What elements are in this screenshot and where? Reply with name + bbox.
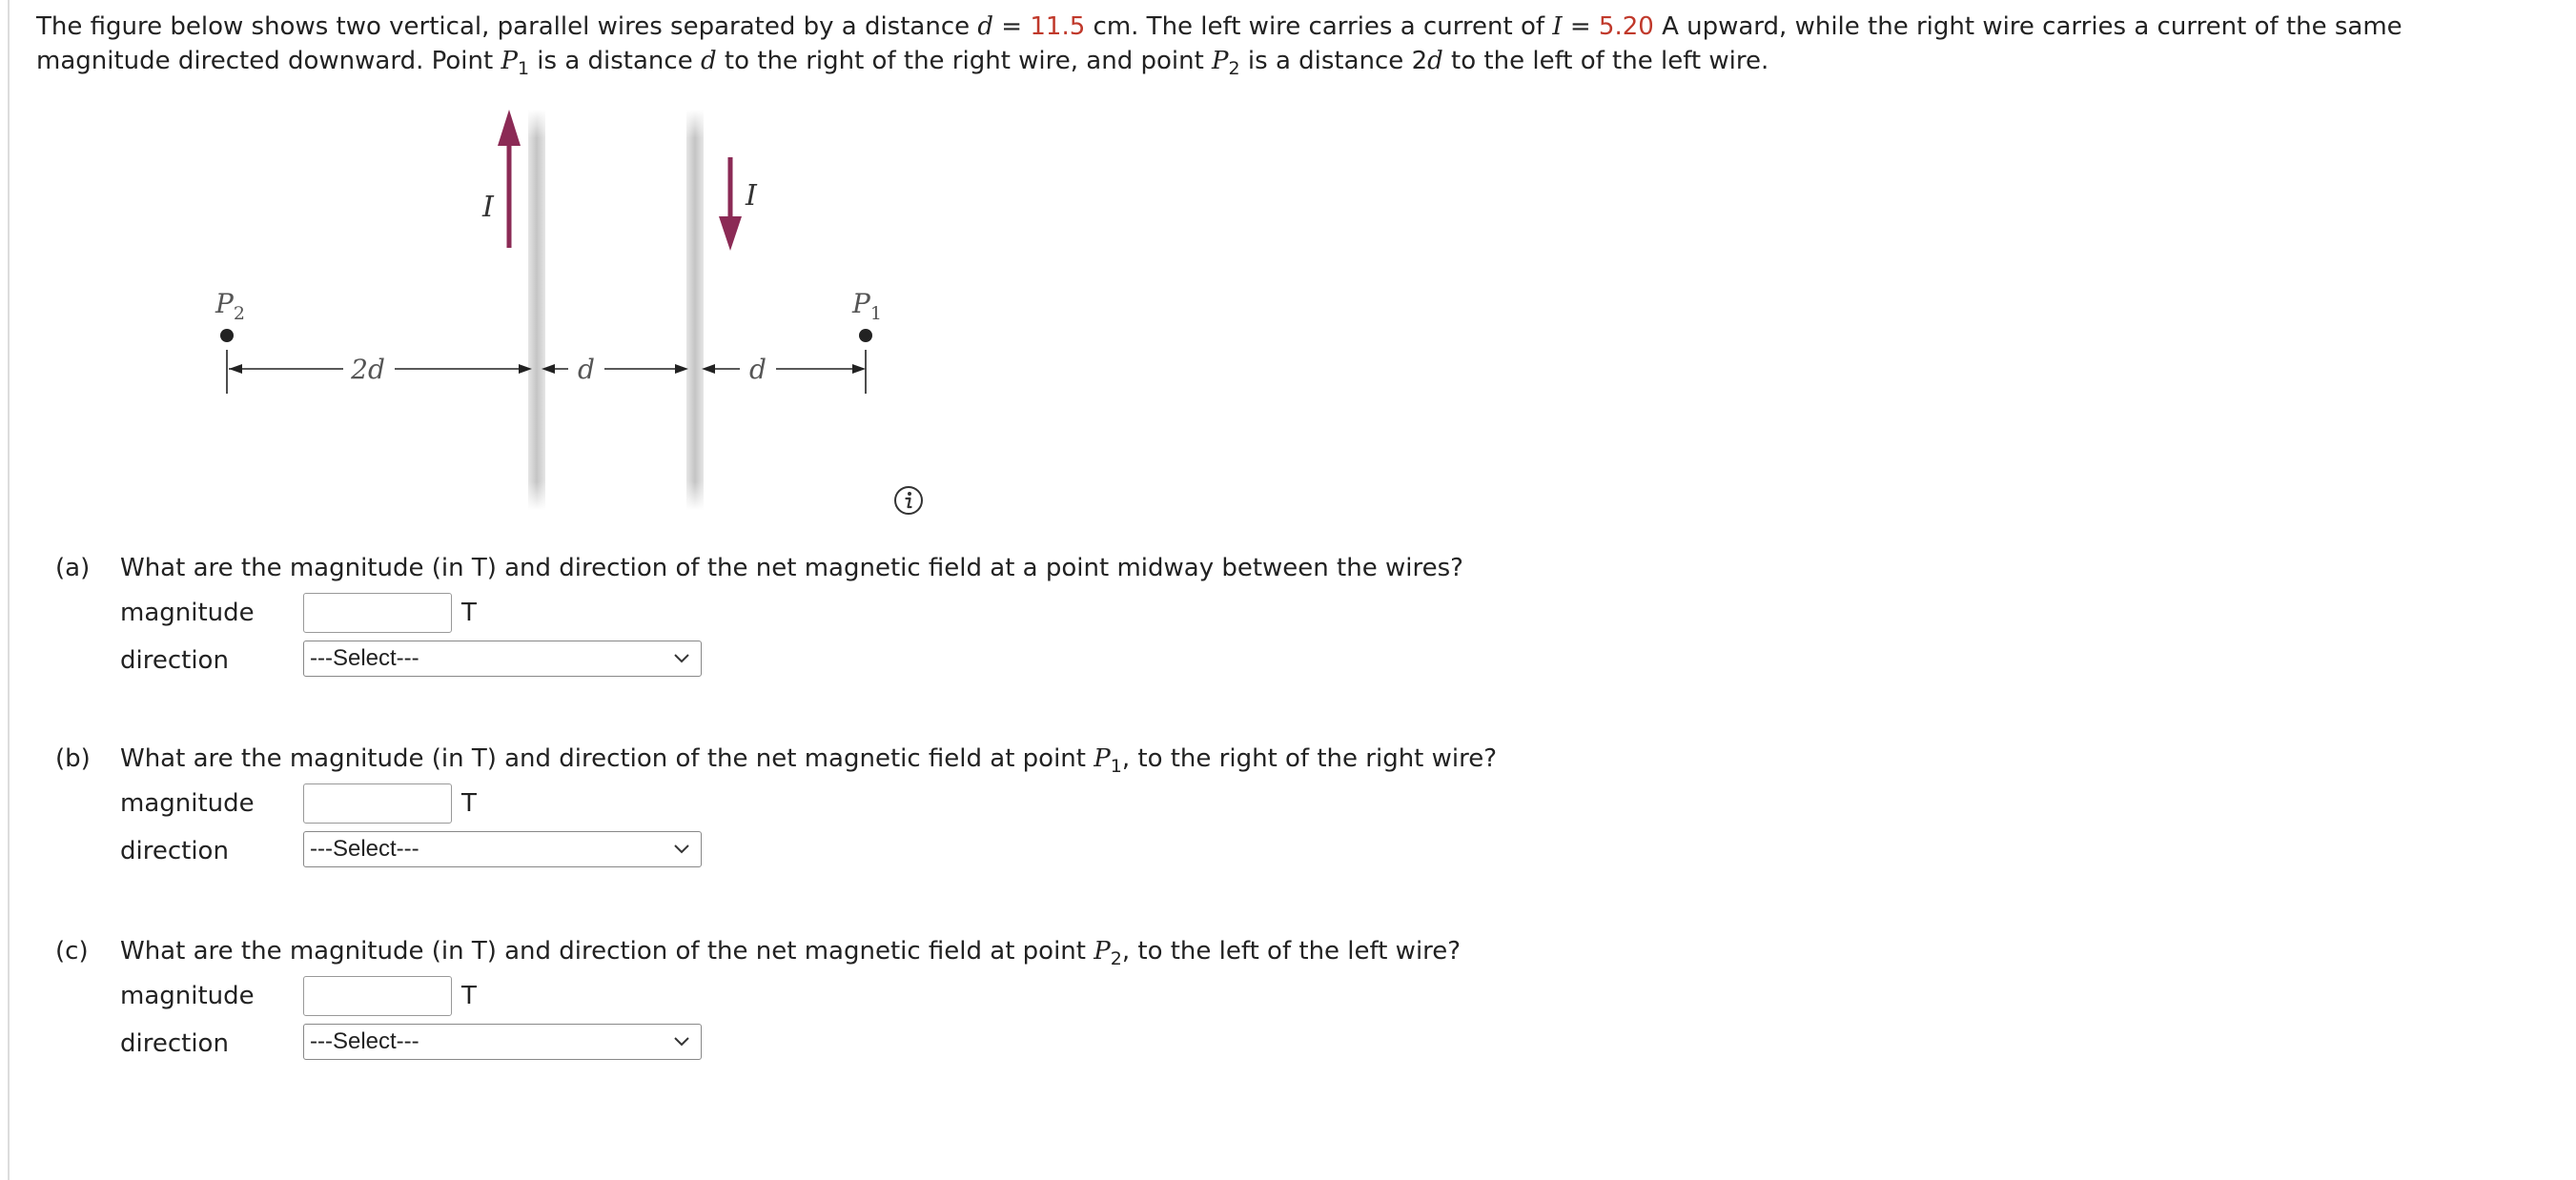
left-wire xyxy=(528,110,545,510)
question-text: What are the magnitude (in T) and direction of the net magnetic field at point $P_2$, to the left of the left wire? xyxy=(120,937,1462,969)
dim-label-2d: 2d xyxy=(351,354,385,385)
var-d: d xyxy=(977,12,994,41)
question-text: What are the magnitude (in T) and direction of the net magnetic field at point $P_1$, to the right of the right wire? xyxy=(120,744,1498,777)
d-value: 11.5 xyxy=(1030,12,1086,41)
label-P2: $P_2$ xyxy=(215,288,245,324)
direction-select-b[interactable]: ---Select--- xyxy=(303,831,702,867)
problem-page xyxy=(8,0,2576,1180)
part-letter: (c) xyxy=(55,937,89,966)
direction-select-c[interactable]: ---Select--- xyxy=(303,1024,702,1060)
dim-label-d-right: d xyxy=(749,354,767,385)
magnitude-label: magnitude xyxy=(120,982,255,1010)
wires-diagram xyxy=(191,110,953,524)
label-I-left: I xyxy=(482,191,494,224)
magnitude-input-b[interactable] xyxy=(303,783,452,824)
direction-label: direction xyxy=(120,1029,229,1058)
question-text: What are the magnitude (in T) and direction of the net magnetic field at a point midway between the wires? xyxy=(120,554,1463,582)
direction-select-a[interactable]: ---Select--- xyxy=(303,641,702,677)
I-value: 5.20 xyxy=(1598,12,1654,41)
part-a xyxy=(48,551,1668,684)
part-letter: (b) xyxy=(55,744,91,773)
right-wire xyxy=(686,110,704,510)
info-icon[interactable] xyxy=(893,485,924,516)
part-letter: (a) xyxy=(55,554,91,582)
label-P1: $P_1$ xyxy=(852,288,882,324)
direction-label: direction xyxy=(120,837,229,865)
chevron-down-icon xyxy=(672,838,691,861)
point-P1 xyxy=(859,329,872,342)
magnitude-label: magnitude xyxy=(120,789,255,818)
dim-label-d-mid: d xyxy=(578,354,595,385)
part-b xyxy=(48,742,1668,875)
chevron-down-icon xyxy=(672,647,691,670)
var-I: I xyxy=(1552,12,1563,41)
unit-label: T xyxy=(461,599,477,627)
unit-label: T xyxy=(461,982,477,1010)
chevron-down-icon xyxy=(672,1030,691,1053)
direction-label: direction xyxy=(120,646,229,675)
label-I-right: I xyxy=(746,179,757,213)
dimension-lines xyxy=(227,350,866,394)
unit-label: T xyxy=(461,789,477,818)
magnitude-input-c[interactable] xyxy=(303,976,452,1016)
magnitude-input-a[interactable] xyxy=(303,593,452,633)
magnitude-label: magnitude xyxy=(120,599,255,627)
part-c xyxy=(48,934,1668,1068)
point-P2 xyxy=(220,329,234,342)
wires-figure xyxy=(191,110,953,524)
problem-statement: The figure below shows two vertical, parallel wires separated by a distance d = 11.5 cm. The left wire carries a current of I = 5.20 A upward, while the right wire carries a current of the same magnitude directed downward. Point $P_1$ is a distance d to the right of the right wire, and point $P_2$ is a distance 2d to the left of the left wire. xyxy=(36,12,2402,79)
right-current-arrow xyxy=(719,157,742,251)
